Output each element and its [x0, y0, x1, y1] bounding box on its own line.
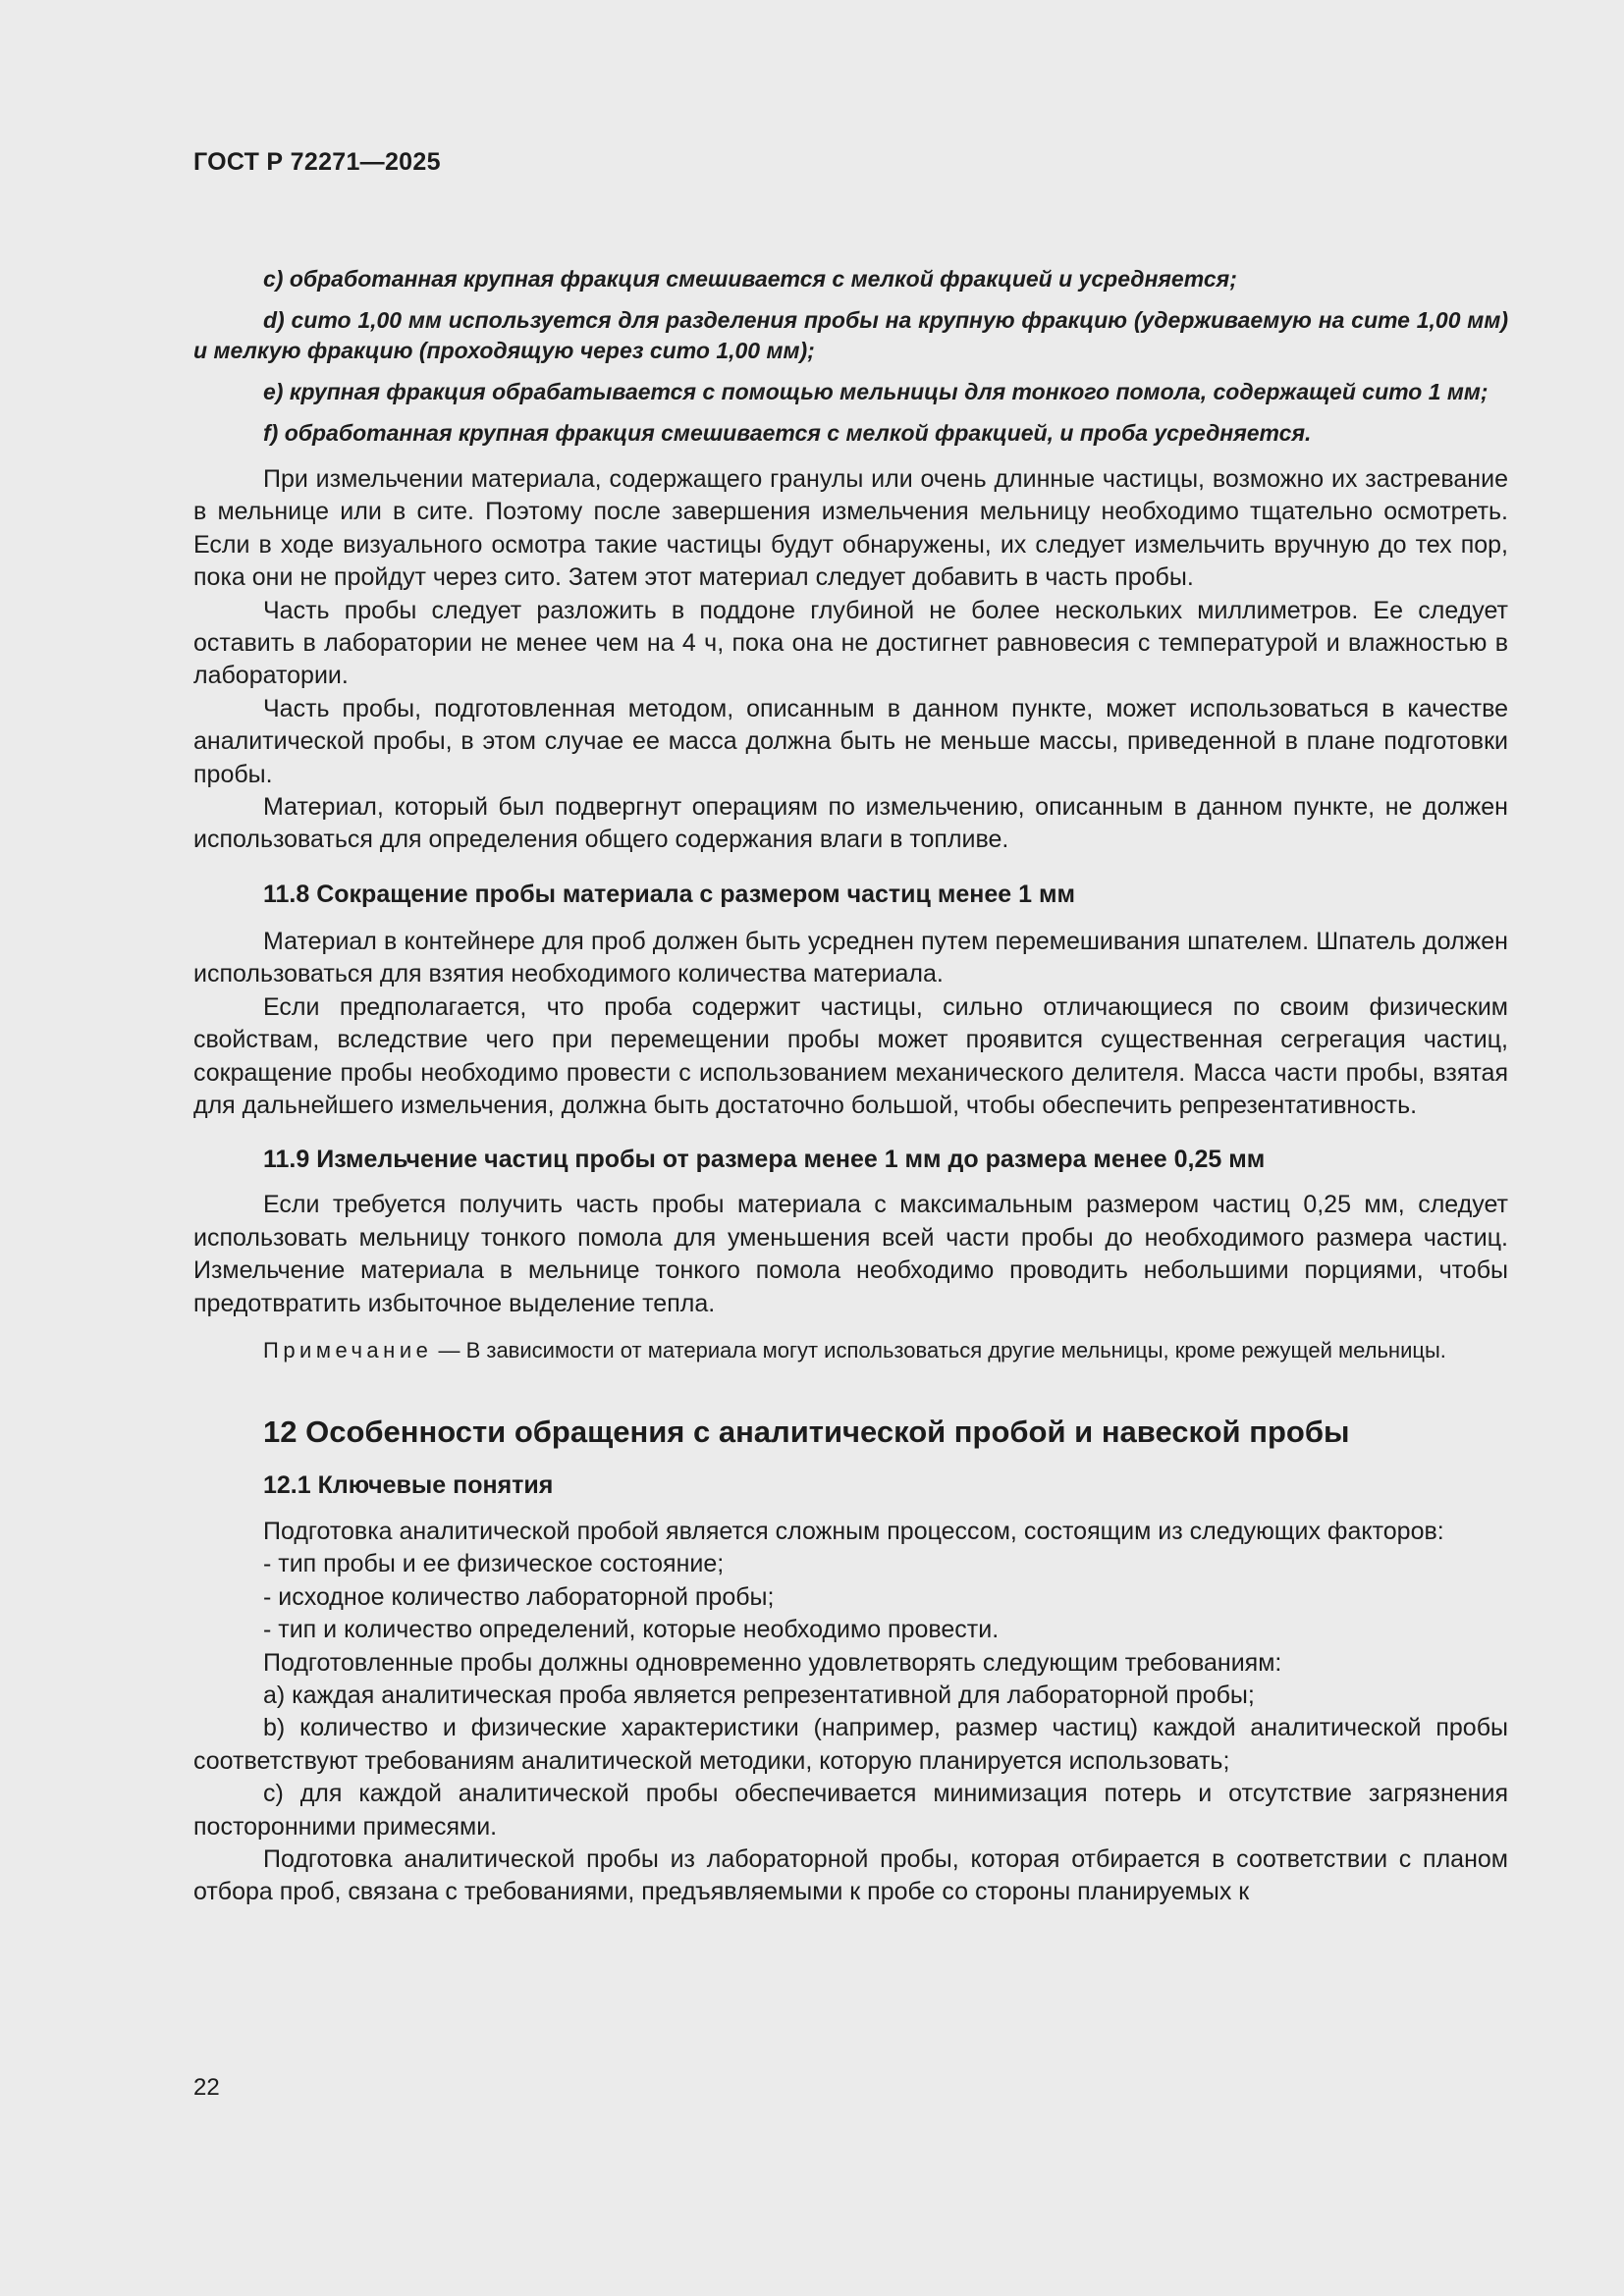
- paragraph: Материал в контейнере для проб должен быть усреднен путем перемешивания шпателем. Шпатель должен использоваться для взятия необходимого количества материала.: [193, 927, 1508, 988]
- paragraph: Часть пробы следует разложить в поддоне глубиной не более нескольких миллиметров. Ее следует оставить в лаборатории не менее чем на 4 ч, пока она не достигнет равновесия с температурой и влажностью в лаборатории.: [193, 596, 1508, 690]
- section-heading-12-1: 12.1 Ключевые понятия: [263, 1470, 554, 1499]
- paragraph: Подготовка аналитической пробы из лабораторной пробы, которая отбирается в соответствии с планом отбора проб, связана с требованиями, предъявляемыми к пробе со стороны планируемых к: [193, 1845, 1508, 1906]
- paragraph: Подготовка аналитической пробой является сложным процессом, состоящим из следующих факторов:: [263, 1517, 1444, 1545]
- document-header: ГОСТ Р 72271—2025: [193, 148, 441, 176]
- list-item-d: d) сито 1,00 мм используется для разделения пробы на крупную фракцию (удерживаемую на сите 1,00 мм) и мелкую фракцию (проходящую через сито 1,00 мм);: [193, 307, 1508, 363]
- requirement-item-a: a) каждая аналитическая проба является репрезентативной для лабораторной пробы;: [263, 1681, 1255, 1709]
- dash-item: - тип и количество определений, которые необходимо провести.: [263, 1616, 1000, 1644]
- note-label: Примечание: [263, 1337, 433, 1362]
- section-heading-12: 12 Особенности обращения с аналитической пробой и навеской пробы: [263, 1414, 1350, 1449]
- list-item-c: c) обработанная крупная фракция смешивается с мелкой фракцией и усредняется;: [263, 266, 1237, 292]
- note: [193, 1335, 1508, 1365]
- paragraph: Если предполагается, что проба содержит частицы, сильно отличающиеся по своим физическим свойствам, вследствие чего при перемещении пробы может проявится существенная сегрегация частиц, сокращение пробы необходимо провести с использованием механического делителя. Масса части пробы, взятая для дальнейшего измельчения, должна быть достаточно большой, чтобы обеспечить репрезентативность.: [193, 992, 1508, 1119]
- page-number: 22: [193, 2074, 220, 2101]
- dash-item: - тип пробы и ее физическое состояние;: [263, 1550, 725, 1578]
- paragraph: При измельчении материала, содержащего гранулы или очень длинные частицы, возможно их застревание в мельнице или в сите. Поэтому после завершения измельчения мельницу необходимо тщательно осмотреть. Если в ходе визуального осмотра такие частицы будут обнаружены, их следует измельчить вручную до тех пор, пока они не пройдут через сито. Затем этот материал следует добавить в часть пробы.: [193, 465, 1508, 592]
- paragraph: Часть пробы, подготовленная методом, описанным в данном пункте, может использоваться в качестве аналитической пробы, в этом случае ее масса должна быть не меньше массы, приведенной в плане подготовки пробы.: [193, 694, 1508, 788]
- page-content: [193, 148, 1508, 1909]
- requirement-item-b: b) количество и физические характеристики (например, размер частиц) каждой аналитической пробы соответствуют требованиям аналитической методики, которую планируется использовать;: [193, 1714, 1508, 1775]
- section-heading-11-9: 11.9 Измельчение частиц пробы от размера менее 1 мм до размера менее 0,25 мм: [263, 1146, 1266, 1174]
- dash-item: - исходное количество лабораторной пробы;: [263, 1582, 775, 1611]
- section-heading-11-8: 11.8 Сокращение пробы материала с размером частиц менее 1 мм: [263, 880, 1075, 908]
- paragraph: Материал, который был подвергнут операциям по измельчению, описанным в данном пункте, не должен использоваться для определения общего содержания влаги в топливе.: [193, 793, 1508, 854]
- list-item-f: f) обработанная крупная фракция смешивается с мелкой фракцией, и проба усредняется.: [263, 420, 1312, 446]
- requirement-item-c: c) для каждой аналитической пробы обеспечивается минимизация потерь и отсутствие загрязнения посторонними примесями.: [193, 1780, 1508, 1841]
- list-item-e: e) крупная фракция обрабатывается с помощью мельницы для тонкого помола, содержащей сито 1 мм;: [263, 379, 1489, 404]
- paragraph: Если требуется получить часть пробы материала с максимальным размером частиц 0,25 мм, следует использовать мельницу тонкого помола для уменьшения всей части пробы до необходимого размера частиц. Измельчение материала в мельнице тонкого помола необходимо проводить небольшими порциями, чтобы предотвратить избыточное выделение тепла.: [193, 1191, 1508, 1317]
- paragraph: Подготовленные пробы должны одновременно удовлетворять следующим требованиям:: [263, 1648, 1282, 1677]
- note-text: — В зависимости от материала могут использоваться другие мельницы, кроме режущей мельницы.: [432, 1337, 1446, 1362]
